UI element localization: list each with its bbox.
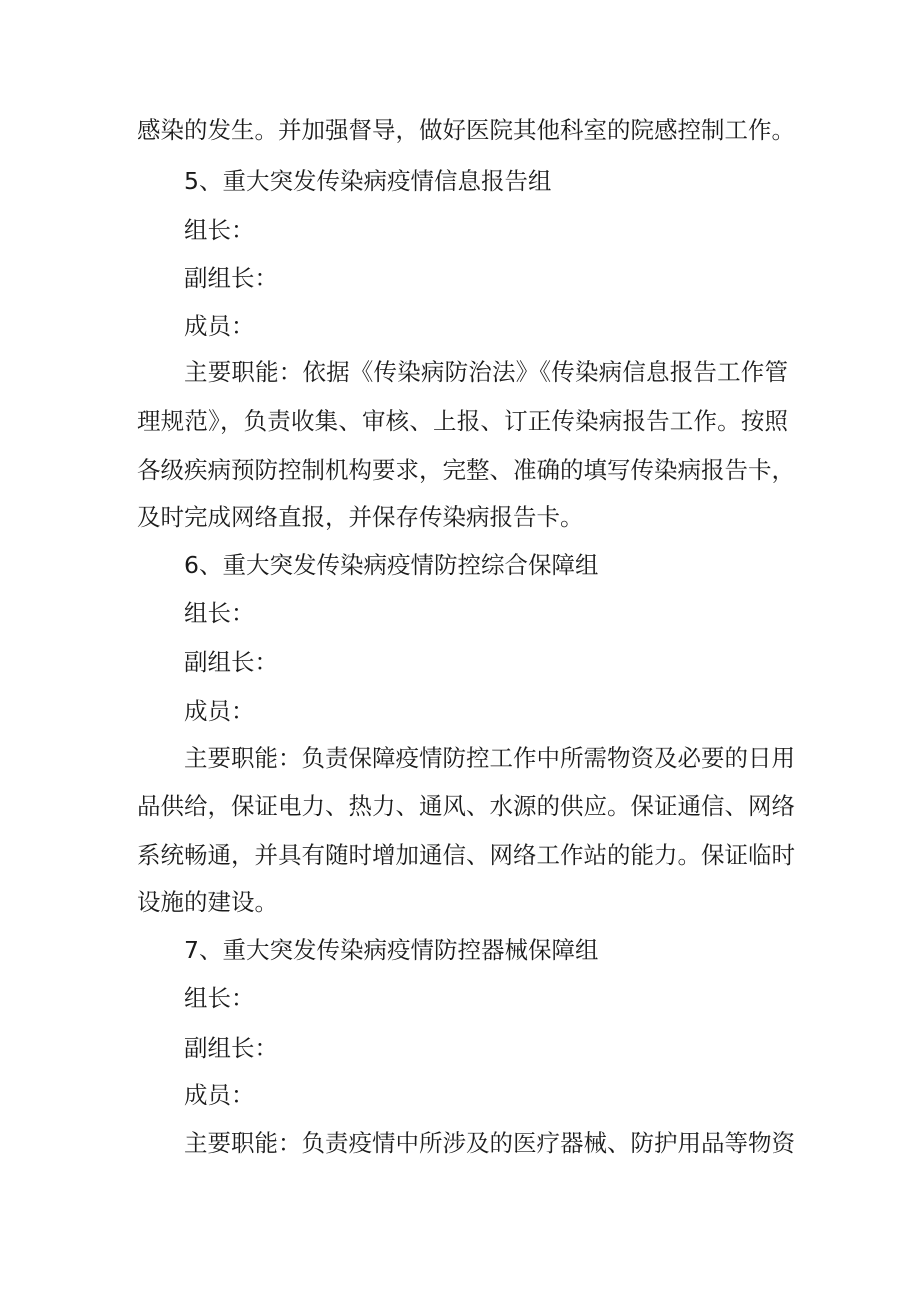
paragraph-line: 设施的建设。 bbox=[137, 888, 278, 916]
field-label: 组长： bbox=[184, 984, 255, 1012]
paragraph-line: 主要职能：负责疫情中所涉及的医疗器械、防护用品等物资 bbox=[184, 1129, 795, 1157]
field-label: 副组长： bbox=[184, 648, 278, 676]
paragraph-line: 感染的发生。并加强督导，做好医院其他科室的院感控制工作。 bbox=[137, 116, 795, 144]
paragraph-line: 系统畅通，并具有随时增加通信、网络工作站的能力。保证临时 bbox=[137, 841, 795, 869]
section-heading: 5、重大突发传染病疫情信息报告组 bbox=[184, 167, 552, 195]
paragraph-line: 品供给，保证电力、热力、通风、水源的供应。保证通信、网络 bbox=[137, 792, 795, 820]
section-heading: 7、重大突发传染病疫情防控器械保障组 bbox=[184, 936, 599, 964]
field-label: 副组长： bbox=[184, 1034, 278, 1062]
paragraph-line: 主要职能：依据《传染病防治法》《传染病信息报告工作管 bbox=[184, 358, 788, 386]
field-label: 副组长： bbox=[184, 264, 278, 292]
paragraph-line: 及时完成网络直报，并保存传染病报告卡。 bbox=[137, 503, 584, 531]
field-label: 组长： bbox=[184, 216, 255, 244]
paragraph-line: 各级疾病预防控制机构要求，完整、准确的填写传染病报告卡， bbox=[137, 456, 795, 484]
field-label: 组长： bbox=[184, 599, 255, 627]
field-label: 成员： bbox=[184, 1081, 255, 1109]
paragraph-line: 理规范》，负责收集、审核、上报、订正传染病报告工作。按照 bbox=[137, 407, 788, 435]
paragraph-line: 主要职能：负责保障疫情防控工作中所需物资及必要的日用 bbox=[184, 744, 795, 772]
field-label: 成员： bbox=[184, 312, 255, 340]
section-heading: 6、重大突发传染病疫情防控综合保障组 bbox=[184, 551, 599, 579]
field-label: 成员： bbox=[184, 697, 255, 725]
